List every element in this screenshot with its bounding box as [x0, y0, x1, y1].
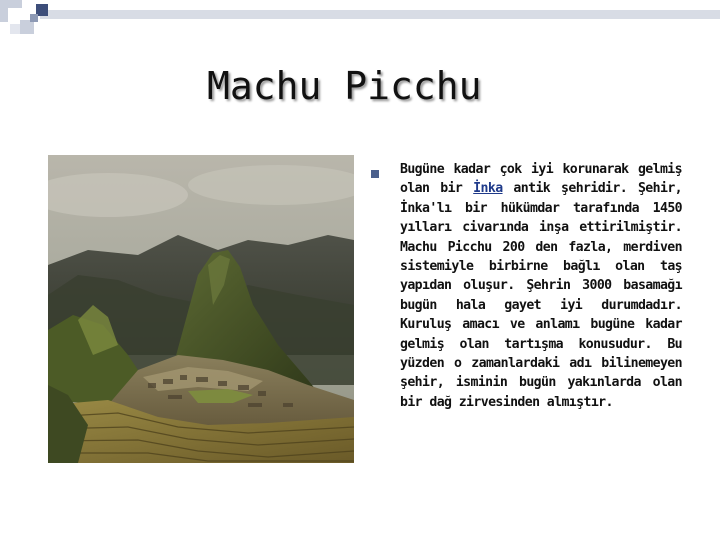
header-band — [40, 10, 720, 19]
inka-link[interactable]: İnka — [473, 181, 503, 197]
decor-square — [10, 24, 20, 34]
paragraph-text-start: Bugüne kadar çok iyi korunarak gelmiş olan bir — [400, 162, 682, 197]
body-paragraph — [400, 160, 682, 412]
decor-square — [30, 14, 38, 22]
header-decoration — [0, 0, 720, 40]
machu-picchu-photo — [48, 155, 354, 463]
slide-title: Machu Picchu — [207, 64, 482, 108]
decor-square — [20, 20, 34, 34]
square-bullet-icon — [371, 170, 379, 178]
paragraph-text-end: antik şehridir. Şehir, İnka'lı bir hükümdar tarafında 1450 yılları civarında inşa ettirilmiştir. Machu Picchu 200 den fazla, merdiven sistemiyle birbirne bağlı olan taş yapıdan oluşur. Şehrin 3000 basamağı bugün hala gayet iyi durumdadır. Kuruluş amacı ve anlamı bugüne kadar gelmiş olan tartışma konusudur. Bu yüzden o zamanlardaki adı bilinemeyen şehir, isminin bugün yakınlarda olan bir dağ zirvesinden almıştır. — [400, 181, 683, 410]
